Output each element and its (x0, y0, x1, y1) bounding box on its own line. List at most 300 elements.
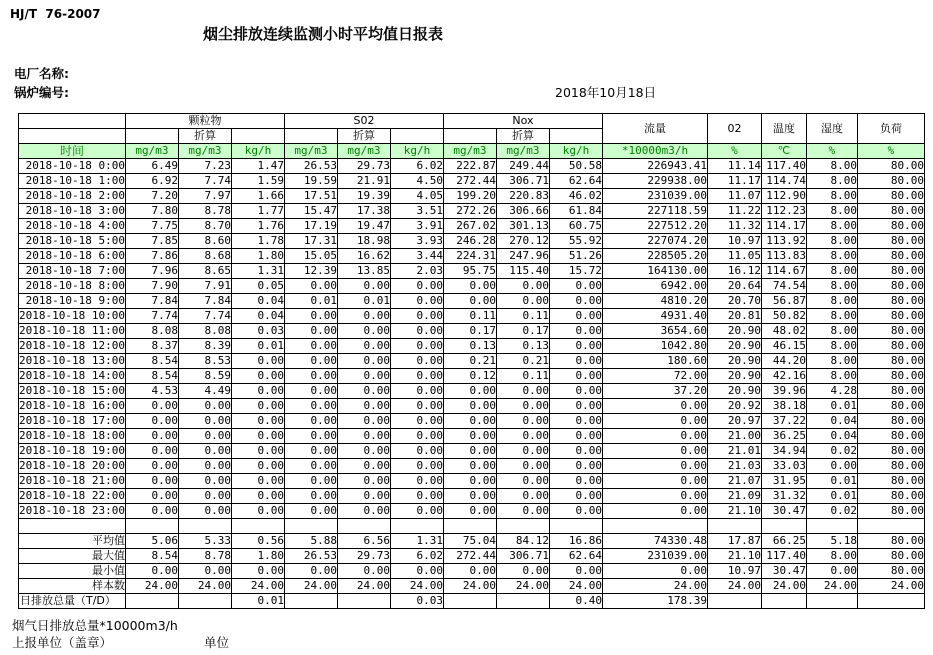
value-cell: 0.00 (178, 474, 231, 489)
value-cell: 0.00 (602, 414, 707, 429)
value-cell: 8.00 (806, 204, 857, 219)
hourly-row (19, 189, 925, 204)
value-cell: 0.00 (496, 399, 549, 414)
value-cell: 0.17 (443, 324, 496, 339)
value-cell: 16.62 (337, 249, 390, 264)
value-cell: 0.01 (806, 489, 857, 504)
summary-value-cell: 21.10 (707, 549, 761, 564)
summary-value-cell: 231039.00 (602, 549, 707, 564)
value-cell: 80.00 (857, 504, 924, 519)
value-cell: 0.00 (284, 474, 337, 489)
value-cell: 0.00 (549, 504, 602, 519)
page-title: 烟尘排放连续监测小时平均值日报表 (202, 25, 443, 43)
unit-cell: mg/m3 (125, 144, 178, 159)
value-cell: 20.70 (707, 294, 761, 309)
value-cell: 0.00 (496, 489, 549, 504)
summary-value-cell: 16.86 (549, 534, 602, 549)
value-cell: 0.00 (125, 489, 178, 504)
value-cell: 80.00 (857, 429, 924, 444)
value-cell: 10.97 (707, 234, 761, 249)
value-cell: 8.53 (178, 354, 231, 369)
converted-label-so2: 折算 (337, 129, 390, 144)
value-cell: 0.00 (284, 504, 337, 519)
value-cell: 0.00 (549, 354, 602, 369)
value-cell: 0.11 (443, 309, 496, 324)
value-cell: 0.11 (496, 309, 549, 324)
value-cell: 0.02 (806, 444, 857, 459)
col-group-particulate: 颗粒物 (125, 114, 284, 129)
hourly-row (19, 339, 925, 354)
value-cell: 80.00 (857, 384, 924, 399)
value-cell: 20.97 (707, 414, 761, 429)
reporting-unit-label: 上报单位（盖章） (12, 635, 113, 650)
value-cell: 0.21 (496, 354, 549, 369)
time-cell: 2018-10-18 3:00 (19, 204, 126, 219)
summary-value-cell: 24.00 (602, 579, 707, 594)
hourly-row (19, 489, 925, 504)
value-cell: 19.59 (284, 174, 337, 189)
value-cell: 220.83 (496, 189, 549, 204)
summary-value-cell (496, 594, 549, 609)
col-header-flow: 流量 (602, 114, 707, 144)
time-cell: 2018-10-18 17:00 (19, 414, 125, 427)
value-cell: 0.00 (549, 369, 602, 384)
value-cell: 4.05 (390, 189, 443, 204)
value-cell: 0.00 (390, 399, 443, 414)
value-cell: 0.00 (178, 504, 231, 519)
hourly-row (19, 309, 925, 324)
unit-label: 单位 (204, 635, 230, 650)
value-cell: 8.08 (125, 324, 178, 339)
converted-label-nox: 折算 (496, 129, 549, 144)
col-group-so2: S02 (284, 114, 443, 129)
value-cell: 0.00 (390, 369, 443, 384)
hourly-row (19, 504, 925, 519)
value-cell: 224.31 (443, 249, 496, 264)
empty-cell (761, 519, 806, 534)
value-cell: 0.00 (337, 384, 390, 399)
unit-cell: % (806, 144, 857, 159)
value-cell: 0.00 (806, 459, 857, 474)
value-cell: 0.00 (337, 504, 390, 519)
value-cell: 1.31 (231, 264, 284, 279)
value-cell: 1.59 (231, 174, 284, 189)
value-cell: 0.03 (231, 324, 284, 339)
summary-value-cell: 306.71 (496, 549, 549, 564)
value-cell: 4.50 (390, 174, 443, 189)
summary-value-cell (857, 594, 924, 609)
flue-gas-total-label: 烟气日排放总量*10000m3/h (12, 618, 178, 633)
value-cell: 1.47 (231, 159, 284, 174)
value-cell: 0.00 (284, 459, 337, 474)
value-cell: 8.00 (806, 309, 857, 324)
value-cell: 0.13 (443, 339, 496, 354)
value-cell: 7.74 (178, 174, 231, 189)
value-cell: 0.00 (284, 309, 337, 324)
summary-value-cell: 24.00 (443, 579, 496, 594)
value-cell: 0.00 (337, 429, 390, 444)
unit-cell: mg/m3 (496, 144, 549, 159)
value-cell: 29.73 (337, 159, 390, 174)
value-cell: 80.00 (857, 414, 924, 429)
spacer-row (19, 519, 925, 534)
value-cell: 42.16 (761, 369, 806, 384)
value-cell: 95.75 (443, 264, 496, 279)
hourly-row (19, 459, 925, 474)
value-cell: 0.00 (602, 474, 707, 489)
value-cell: 7.75 (125, 219, 178, 234)
hourly-row (19, 204, 925, 219)
time-cell: 2018-10-18 13:00 (19, 354, 125, 367)
hourly-row (19, 264, 925, 279)
value-cell: 0.00 (125, 414, 178, 429)
value-cell: 80.00 (857, 459, 924, 474)
time-cell: 2018-10-18 4:00 (19, 219, 126, 234)
value-cell: 7.84 (178, 294, 231, 309)
value-cell: 0.00 (390, 384, 443, 399)
summary-value-cell: 24.00 (284, 579, 337, 594)
value-cell: 0.00 (231, 504, 284, 519)
value-cell: 0.00 (549, 474, 602, 489)
summary-value-cell: 117.40 (761, 549, 806, 564)
value-cell: 80.00 (857, 369, 924, 384)
value-cell: 0.00 (549, 339, 602, 354)
value-cell: 0.00 (602, 444, 707, 459)
converted-label-particulate: 折算 (178, 129, 231, 144)
value-cell: 0.00 (337, 474, 390, 489)
summary-value-cell: 24.00 (390, 579, 443, 594)
value-cell: 7.20 (125, 189, 178, 204)
summary-value-cell: 24.00 (761, 579, 806, 594)
time-cell: 2018-10-18 0:00 (19, 159, 126, 174)
value-cell: 80.00 (857, 264, 924, 279)
value-cell: 80.00 (857, 204, 924, 219)
units-row (19, 144, 925, 159)
value-cell: 0.00 (496, 444, 549, 459)
value-cell: 20.90 (707, 384, 761, 399)
hourly-row (19, 369, 925, 384)
summary-value-cell: 24.00 (549, 579, 602, 594)
summary-value-cell: 1.80 (231, 549, 284, 564)
unit-cell: mg/m3 (443, 144, 496, 159)
value-cell: 0.00 (178, 459, 231, 474)
value-cell: 8.00 (806, 219, 857, 234)
value-cell: 46.15 (761, 339, 806, 354)
value-cell: 0.00 (284, 354, 337, 369)
time-cell: 2018-10-18 16:00 (19, 399, 125, 412)
value-cell: 60.75 (549, 219, 602, 234)
value-cell: 0.00 (284, 429, 337, 444)
value-cell: 1.80 (231, 249, 284, 264)
time-cell: 2018-10-18 1:00 (19, 174, 126, 189)
value-cell: 0.00 (549, 399, 602, 414)
value-cell: 39.96 (761, 384, 806, 399)
value-cell: 0.00 (125, 459, 178, 474)
value-cell: 0.00 (231, 444, 284, 459)
value-cell: 8.68 (178, 249, 231, 264)
value-cell: 0.04 (231, 309, 284, 324)
summary-value-cell: 0.00 (496, 564, 549, 579)
time-cell: 2018-10-18 21:00 (19, 474, 125, 487)
blank-header-cell (19, 129, 126, 144)
value-cell: 0.00 (549, 384, 602, 399)
value-cell: 37.22 (761, 414, 806, 429)
value-cell: 0.00 (549, 459, 602, 474)
summary-value-cell: 30.47 (761, 564, 806, 579)
summary-value-cell: 0.00 (443, 564, 496, 579)
value-cell: 164130.00 (602, 264, 707, 279)
value-cell: 1042.80 (602, 339, 707, 354)
blank-header-cell (284, 129, 337, 144)
value-cell: 0.01 (806, 474, 857, 489)
value-cell: 0.00 (231, 399, 284, 414)
hourly-row (19, 294, 925, 309)
value-cell: 0.04 (231, 294, 284, 309)
unit-cell: kg/h (231, 144, 284, 159)
value-cell: 0.00 (337, 309, 390, 324)
value-cell: 80.00 (857, 234, 924, 249)
summary-label-cell: 最大值 (19, 549, 126, 564)
value-cell: 270.12 (496, 234, 549, 249)
value-cell: 113.83 (761, 249, 806, 264)
summary-value-cell: 0.00 (390, 564, 443, 579)
value-cell: 226943.41 (602, 159, 707, 174)
value-cell: 56.87 (761, 294, 806, 309)
summary-value-cell: 26.53 (284, 549, 337, 564)
empty-cell (496, 519, 549, 534)
value-cell: 0.00 (549, 309, 602, 324)
hourly-row (19, 324, 925, 339)
value-cell: 0.00 (390, 339, 443, 354)
summary-value-cell: 62.64 (549, 549, 602, 564)
value-cell: 8.39 (178, 339, 231, 354)
unit-cell: ℃ (761, 144, 806, 159)
summary-label-cell: 日排放总量（T/D） (19, 594, 126, 609)
value-cell: 4.28 (806, 384, 857, 399)
value-cell: 0.00 (549, 489, 602, 504)
value-cell: 6.49 (125, 159, 178, 174)
value-cell: 31.95 (761, 474, 806, 489)
value-cell: 11.05 (707, 249, 761, 264)
hourly-row (19, 354, 925, 369)
value-cell: 21.00 (707, 429, 761, 444)
value-cell: 0.00 (443, 444, 496, 459)
emission-report-table (18, 113, 925, 609)
value-cell: 114.17 (761, 219, 806, 234)
value-cell: 0.00 (231, 384, 284, 399)
standard-code: HJ/T 76-2007 (10, 7, 101, 21)
summary-value-cell: 0.00 (284, 564, 337, 579)
value-cell: 21.10 (707, 504, 761, 519)
value-cell: 114.74 (761, 174, 806, 189)
summary-value-cell: 24.00 (707, 579, 761, 594)
value-cell: 0.00 (443, 474, 496, 489)
value-cell: 0.00 (390, 294, 443, 309)
value-cell: 12.39 (284, 264, 337, 279)
hourly-row (19, 474, 925, 489)
summary-value-cell: 5.33 (178, 534, 231, 549)
unit-cell: kg/h (549, 144, 602, 159)
value-cell: 0.00 (178, 444, 231, 459)
value-cell: 227512.20 (602, 219, 707, 234)
value-cell: 11.14 (707, 159, 761, 174)
value-cell: 80.00 (857, 399, 924, 414)
value-cell: 0.00 (390, 474, 443, 489)
value-cell: 0.00 (602, 459, 707, 474)
summary-row (19, 534, 925, 549)
blank-header-cell (549, 129, 602, 144)
value-cell: 0.00 (443, 504, 496, 519)
summary-value-cell: 0.00 (337, 564, 390, 579)
value-cell: 0.00 (284, 324, 337, 339)
value-cell: 8.00 (806, 279, 857, 294)
value-cell: 0.05 (231, 279, 284, 294)
value-cell: 80.00 (857, 279, 924, 294)
value-cell: 0.00 (390, 429, 443, 444)
value-cell: 0.00 (496, 459, 549, 474)
value-cell: 0.01 (806, 399, 857, 414)
value-cell: 0.00 (125, 474, 178, 489)
value-cell: 19.39 (337, 189, 390, 204)
value-cell: 115.40 (496, 264, 549, 279)
value-cell: 114.67 (761, 264, 806, 279)
value-cell: 34.94 (761, 444, 806, 459)
hourly-row (19, 234, 925, 249)
value-cell: 0.00 (178, 399, 231, 414)
unit-cell: % (707, 144, 761, 159)
value-cell: 0.01 (231, 339, 284, 354)
time-cell: 2018-10-18 5:00 (19, 234, 126, 249)
summary-value-cell (284, 594, 337, 609)
value-cell: 0.00 (443, 429, 496, 444)
value-cell: 21.03 (707, 459, 761, 474)
value-cell: 0.00 (549, 324, 602, 339)
value-cell: 11.32 (707, 219, 761, 234)
summary-value-cell (125, 594, 178, 609)
value-cell: 8.70 (178, 219, 231, 234)
value-cell: 17.31 (284, 234, 337, 249)
time-column-header: 时间 (19, 144, 126, 159)
value-cell: 8.00 (806, 369, 857, 384)
value-cell: 0.00 (337, 279, 390, 294)
time-cell: 2018-10-18 14:00 (19, 369, 125, 382)
value-cell: 15.05 (284, 249, 337, 264)
value-cell: 33.03 (761, 459, 806, 474)
value-cell: 199.20 (443, 189, 496, 204)
value-cell: 0.00 (602, 504, 707, 519)
summary-value-cell: 10.97 (707, 564, 761, 579)
value-cell: 8.78 (178, 204, 231, 219)
value-cell: 62.64 (549, 174, 602, 189)
value-cell: 3.93 (390, 234, 443, 249)
summary-value-cell (707, 594, 761, 609)
value-cell: 7.90 (125, 279, 178, 294)
value-cell: 0.00 (284, 489, 337, 504)
value-cell: 0.00 (231, 414, 284, 429)
value-cell: 0.00 (390, 324, 443, 339)
summary-row (19, 594, 925, 609)
empty-cell (390, 519, 443, 534)
summary-value-cell: 0.00 (806, 564, 857, 579)
value-cell: 0.00 (125, 444, 178, 459)
unit-cell: mg/m3 (337, 144, 390, 159)
value-cell: 231039.00 (602, 189, 707, 204)
hourly-row (19, 219, 925, 234)
summary-value-cell: 0.00 (125, 564, 178, 579)
value-cell: 0.11 (496, 369, 549, 384)
value-cell: 8.00 (806, 294, 857, 309)
empty-cell (806, 519, 857, 534)
value-cell: 8.00 (806, 354, 857, 369)
value-cell: 74.54 (761, 279, 806, 294)
time-cell: 2018-10-18 19:00 (19, 444, 125, 457)
value-cell: 80.00 (857, 489, 924, 504)
value-cell: 7.85 (125, 234, 178, 249)
time-cell: 2018-10-18 10:00 (19, 309, 125, 322)
summary-row (19, 579, 925, 594)
value-cell: 6.02 (390, 159, 443, 174)
blank-header-cell (443, 129, 496, 144)
unit-cell: kg/h (390, 144, 443, 159)
summary-value-cell: 75.04 (443, 534, 496, 549)
value-cell: 272.26 (443, 204, 496, 219)
value-cell: 8.54 (125, 354, 178, 369)
report-date: 2018年10月18日 (555, 85, 657, 100)
value-cell: 0.00 (443, 399, 496, 414)
value-cell: 0.00 (125, 504, 178, 519)
value-cell: 0.00 (390, 504, 443, 519)
value-cell: 72.00 (602, 369, 707, 384)
value-cell: 7.74 (178, 309, 231, 324)
value-cell: 8.00 (806, 174, 857, 189)
empty-cell (178, 519, 231, 534)
hourly-row (19, 249, 925, 264)
empty-cell (125, 519, 178, 534)
summary-value-cell: 5.18 (806, 534, 857, 549)
value-cell: 0.00 (337, 339, 390, 354)
time-cell: 2018-10-18 15:00 (19, 384, 125, 397)
value-cell: 0.00 (231, 459, 284, 474)
value-cell: 228505.20 (602, 249, 707, 264)
value-cell: 0.00 (496, 294, 549, 309)
value-cell: 80.00 (857, 474, 924, 489)
value-cell: 8.00 (806, 249, 857, 264)
value-cell: 0.00 (337, 369, 390, 384)
col-header-humidity: 湿度 (806, 114, 857, 144)
value-cell: 7.84 (125, 294, 178, 309)
value-cell: 0.00 (443, 414, 496, 429)
value-cell: 4.49 (178, 384, 231, 399)
summary-value-cell: 6.56 (337, 534, 390, 549)
value-cell: 21.01 (707, 444, 761, 459)
header-group-row (19, 114, 925, 129)
time-cell: 2018-10-18 2:00 (19, 189, 126, 204)
summary-value-cell: 80.00 (857, 549, 924, 564)
hourly-row (19, 399, 925, 414)
value-cell: 0.00 (231, 474, 284, 489)
summary-label-cell: 最小值 (19, 564, 126, 579)
value-cell: 20.90 (707, 339, 761, 354)
value-cell: 0.00 (231, 429, 284, 444)
hourly-row (19, 279, 925, 294)
value-cell: 112.90 (761, 189, 806, 204)
hourly-row (19, 384, 925, 399)
summary-value-cell: 29.73 (337, 549, 390, 564)
value-cell: 61.84 (549, 204, 602, 219)
value-cell: 0.00 (390, 279, 443, 294)
value-cell: 0.00 (390, 489, 443, 504)
value-cell: 11.17 (707, 174, 761, 189)
